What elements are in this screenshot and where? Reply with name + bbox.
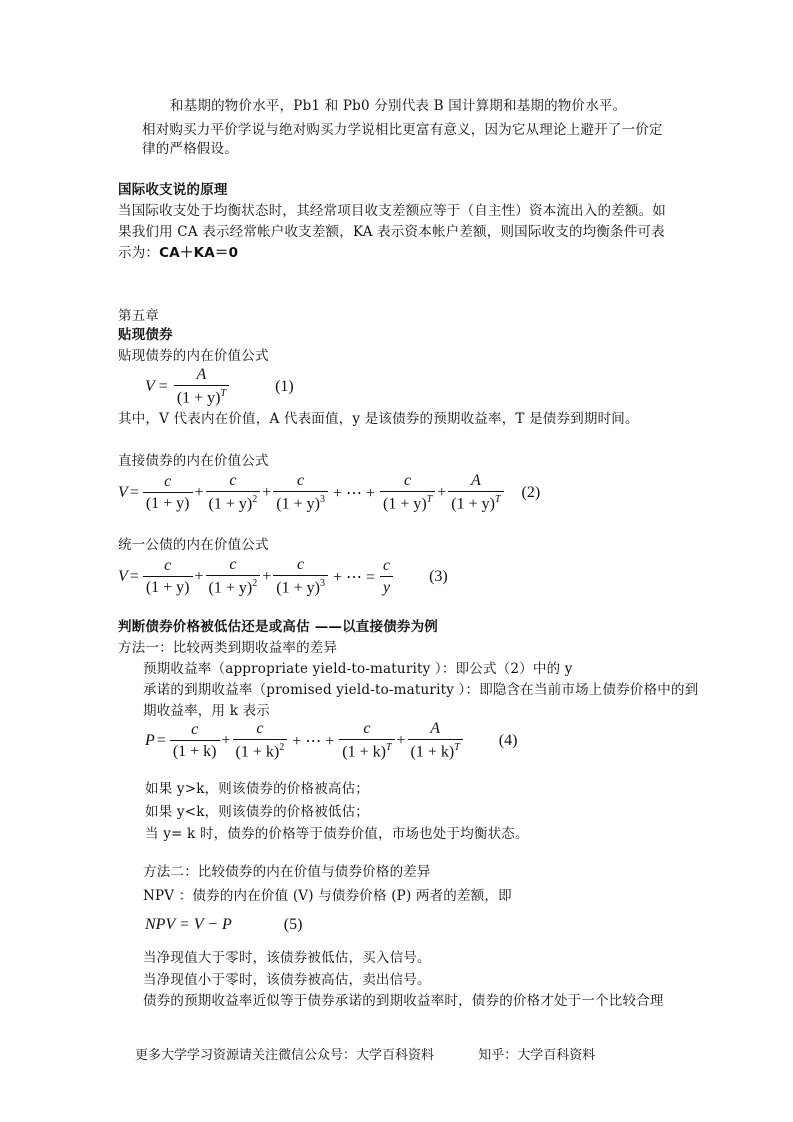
f2-dots: + ⋯ + (332, 484, 375, 502)
f3-term-3: $\frac{c}{(1 + y)^3}$ (273, 556, 328, 597)
f1-number: (1) (275, 377, 294, 395)
f3-eq: = (129, 567, 139, 585)
method-1-line-1: 预期收益率（appropriate yield-to-maturity ）：即公式（2）中的 y (143, 661, 573, 677)
f2-term-4: $\frac{c}{(1 + y)^T}$ (380, 472, 435, 513)
f2-eq: = (129, 483, 139, 501)
f2-term-1: $\frac{c}{(1 + y)}$ (143, 473, 193, 513)
f2-lhs: V (118, 483, 128, 501)
judge-heading: 判断债券价格被低估还是或高估 ——以直接债券为例 (118, 619, 438, 635)
f1-eq: = (158, 377, 168, 395)
f1-exp: T (220, 388, 227, 399)
intro-line-3: 律的严格假设。 (142, 141, 238, 157)
formula-2: V = $\frac{c}{(1 + y)}$ + $\frac{c}{(1 + y)^2}$ + $\frac{c}{(1 + y)^3}$ + ⋯ + $\frac{c}{(1 + y)^T}$ + $\frac{A}{(1 + y)^T}$ (2) (118, 472, 541, 513)
f4-term-4: $\frac{A}{(1 + k)^T}$ (408, 720, 463, 761)
f3-number: (3) (429, 567, 448, 585)
f2-term-5: $\frac{A}{(1 + y)^T}$ (448, 472, 503, 513)
method-1-line-2: 承诺的到期收益率（promised yield-to-maturity ）：即隐含在当前市场上债券价格中的到 (143, 682, 699, 698)
f1-note: 其中，V 代表内在价值，A 代表面值，y 是该债券的预期收益率，T 是债券到期时间。 (118, 411, 639, 427)
f3-tail: + ⋯ = (332, 568, 375, 586)
npv-definition: NPV ：债券的内在价值 (V) 与债券价格 (P) 两者的差额，即 (143, 888, 512, 904)
formula-3: V = $\frac{c}{(1 + y)}$ + $\frac{c}{(1 + y)^2}$ + $\frac{c}{(1 + y)^3}$ + ⋯ = $\frac{c}{y}$ (3) (118, 556, 448, 597)
f4-term-2: $\frac{c}{(1 + k)^2}$ (233, 720, 288, 761)
method-1-case-1: 如果 y>k，则该债券的价格被高估； (145, 781, 370, 797)
chapter-title: 第五章 (118, 308, 160, 324)
direct-bond-label: 直接债券的内在价值公式 (118, 453, 269, 469)
intro-line-2: 相对购买力平价学说与绝对购买力学说相比更富有意义，因为它从理论上避开了一价定 (142, 122, 663, 138)
footer-zhihu: 知乎：大学百科资料 (478, 1048, 596, 1063)
bop-line-3-prefix: 示为： (118, 245, 160, 261)
f2-term-2: $\frac{c}{(1 + y)^2}$ (206, 472, 261, 513)
discount-formula-label: 贴现债券的内在价值公式 (118, 348, 269, 364)
f4-eq: = (156, 731, 166, 749)
method-2: 方法二：比较债券的内在价值与债券价格的差异 (143, 864, 431, 880)
footer-wechat: 更多大学学习资源请关注微信公众号：大学百科资料 (135, 1048, 435, 1063)
intro-line-1: 和基期的物价水平，Pb1 和 Pb0 分别代表 B 国计算期和基期的物价水平。 (170, 98, 627, 114)
f4-term-1: $\frac{c}{(1 + k)}$ (170, 721, 220, 761)
bop-heading: 国际收支说的原理 (118, 182, 228, 198)
f2-term-3: $\frac{c}{(1 + y)^3}$ (273, 472, 328, 513)
method-1-case-3: 当 y= k 时，债券的价格等于债券价值，市场也处于均衡状态。 (145, 826, 529, 842)
method-1-case-2: 如果 y<k，则该债券的价格被低估； (145, 804, 370, 820)
f1-lhs: V (145, 377, 155, 395)
f5-formula: NPV = V − P (145, 916, 232, 933)
discount-bond-heading: 贴现债券 (118, 327, 173, 343)
f3-final: $\frac{c}{y}$ (380, 557, 393, 597)
method-1: 方法一：比较两类到期收益率的差异 (118, 640, 338, 656)
f3-term-1: $\frac{c}{(1 + y)}$ (143, 557, 193, 597)
f4-term-3: $\frac{c}{(1 + k)^T}$ (339, 720, 394, 761)
bop-line-2: 果我们用 CA 表示经常帐户收支差额，KA 表示资本帐户差额，则国际收支的均衡条件可表 (118, 224, 665, 240)
f4-number: (4) (498, 731, 518, 749)
consol-label: 统一公债的内在价值公式 (118, 537, 269, 553)
footer (135, 1044, 595, 1063)
method-2-line-2: 当净现值小于零时，该债券被高估，卖出信号。 (143, 972, 431, 988)
formula-5 (145, 916, 302, 934)
method-2-line-1: 当净现值大于零时，该债券被低估，买入信号。 (143, 950, 431, 966)
method-1-line-3: 期收益率，用 k 表示 (143, 703, 270, 719)
f1-num: A (196, 366, 207, 383)
bop-line-1: 当国际收支处于均衡状态时，其经常项目收支差额应等于（自主性）资本流出入的差额。如 (118, 203, 666, 219)
f4-lhs: P (145, 731, 155, 749)
method-2-line-3: 债券的预期收益率近似等于债券承诺的到期收益率时，债券的价格才处于一个比较合理 (143, 993, 664, 1009)
f5-number: (5) (283, 916, 303, 933)
formula-1 (145, 366, 294, 407)
f4-dots: + ⋯ + (292, 732, 335, 750)
f2-number: (2) (521, 483, 541, 501)
bop-equilibrium-formula: CA＋KA＝0 (159, 245, 239, 261)
f1-fraction (174, 366, 229, 407)
f3-term-2: $\frac{c}{(1 + y)^2}$ (206, 556, 261, 597)
f3-lhs: V (118, 567, 128, 585)
bop-line-3 (118, 245, 238, 261)
formula-4: P = $\frac{c}{(1 + k)}$ + $\frac{c}{(1 + k)^2}$ + ⋯ + $\frac{c}{(1 + k)^T}$ + $\frac{A}{(1 + k)^T}$ (4) (145, 720, 518, 761)
f1-den: (1 + y) (176, 389, 221, 407)
